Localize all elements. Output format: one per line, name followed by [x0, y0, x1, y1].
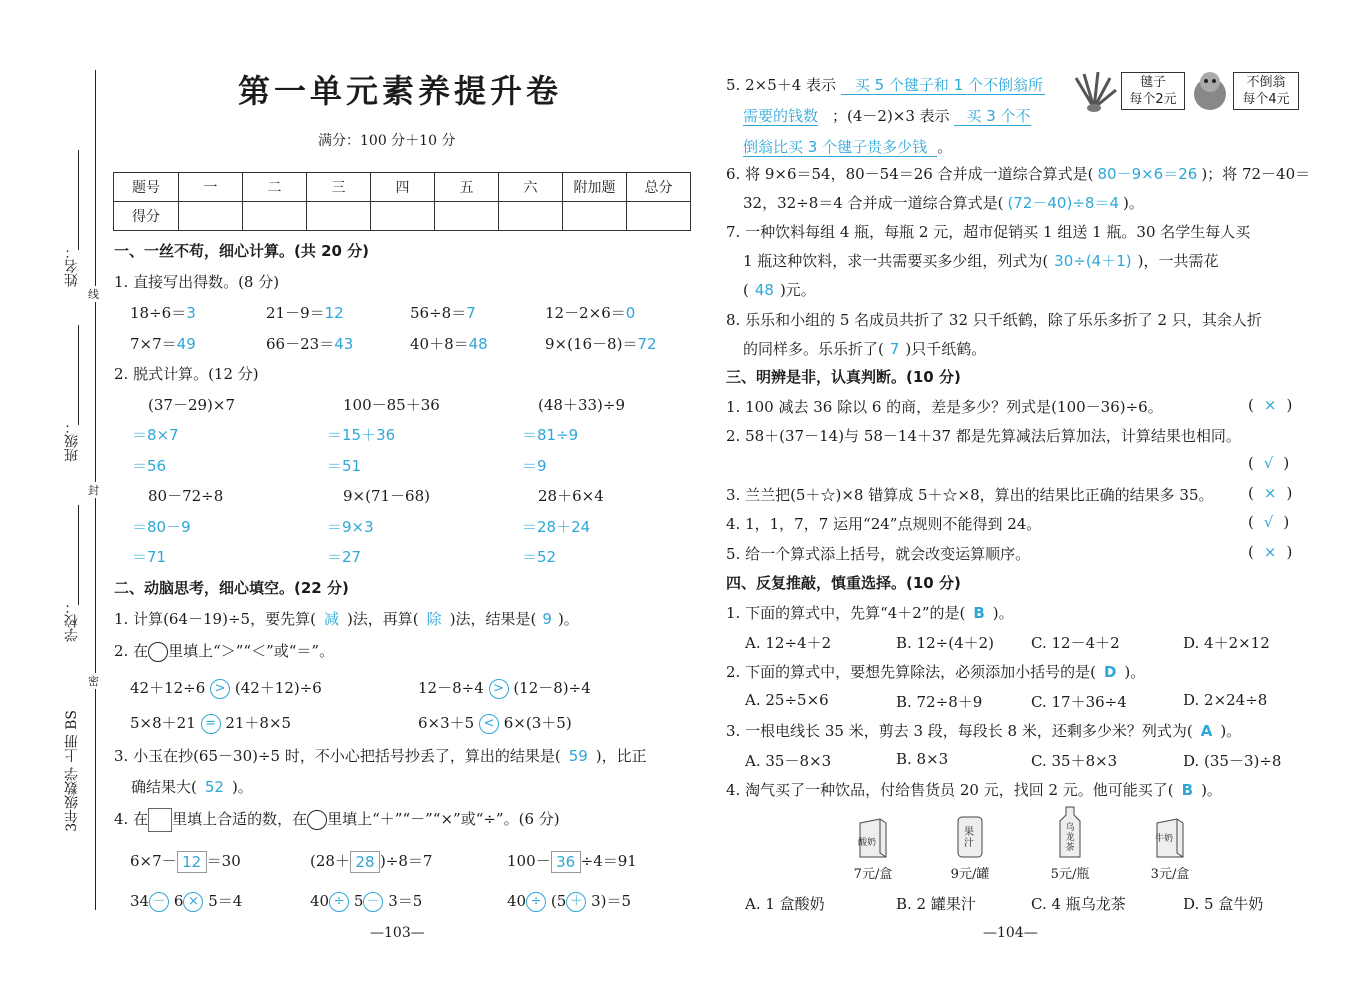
shuttlecock-price-tag: 毽子 每个2元	[1121, 72, 1185, 110]
step-question: 100－85＋36	[343, 396, 440, 414]
compare-item: 5×8＋21 = 21＋8×5	[130, 714, 292, 732]
name-field-label: 姓名：	[64, 245, 80, 287]
fill-question-3: 3. 小玉在抄(65－30)÷5 时，不小心把括号抄丢了，算出的结果是( 59 )，比正	[114, 747, 647, 765]
r-question-5: 5. 2×5＋4 表示 买 5 个毽子和 1 个不倒翁所 需要的钱数 ；(4－2)×3 表示 买 3 个不 倒翁比买 3 个毽子贵多少钱 。	[726, 76, 1043, 156]
compare-item: 42＋12÷6 > (42＋12)÷6	[130, 679, 322, 697]
oral-item: 9×(16－8)＝72	[545, 335, 657, 353]
answer-circle: ×	[183, 892, 203, 912]
step-answer: ＝27	[327, 548, 362, 566]
answer-circle: >	[210, 679, 230, 699]
section-heading: 四、反复推敲，慎重选择。(10 分)	[726, 574, 961, 592]
answer-circle: －	[363, 892, 383, 912]
step-answer: ＝80－9	[132, 518, 191, 536]
judge-answer: ( × )	[1248, 543, 1293, 561]
choice-option: C. 17＋36÷4	[1031, 693, 1127, 711]
score-header: 四	[371, 173, 435, 202]
choice-option: D. 5 盒牛奶	[1183, 895, 1264, 913]
answer-circle: >	[489, 679, 509, 699]
choice-option: C. 35＋8×3	[1031, 752, 1118, 770]
operator-fill-item: 34 － 6 × 5＝4	[130, 892, 243, 910]
choice-question: 3. 一根电线长 35 米，剪去 3 段，每段长 8 米，还剩多少米？列式为( A )。	[726, 722, 1242, 740]
choice-option: B. 12÷(4＋2)	[896, 634, 995, 652]
binding-line-inner	[78, 325, 79, 425]
seal-mark: 线	[88, 288, 99, 301]
score-cell[interactable]	[307, 202, 371, 231]
answer-box: 12	[177, 851, 207, 873]
product-juice	[945, 815, 995, 882]
step-answer: ＝9	[522, 457, 547, 475]
step-answer: ＝71	[132, 548, 167, 566]
judge-item: 1. 100 减去 36 除以 6 的商，差是多少？列式是(100－36)÷6。	[726, 398, 1163, 416]
product-price: 9元/罐	[950, 867, 990, 882]
step-question: 80－72÷8	[148, 487, 224, 505]
choice-option: A. 35－8×3	[745, 752, 832, 770]
judge-answer: ( √ )	[1248, 513, 1290, 531]
binding-line-inner	[78, 505, 79, 605]
choice-option: C. 4 瓶乌龙茶	[1031, 895, 1126, 913]
judge-answer: ( √ )	[1248, 454, 1290, 472]
product-price: 5元/瓶	[1050, 867, 1090, 882]
product-label: 果汁	[964, 827, 974, 849]
class-field-label: 班级：	[64, 420, 80, 462]
box-fill-item: (28＋ 28 )÷8＝7	[310, 852, 433, 871]
section-heading: 一、一丝不苟，细心计算。(共 20 分)	[114, 242, 370, 260]
choice-option: D. (35－3)÷8	[1183, 752, 1282, 770]
oral-item: 40＋8＝48	[410, 335, 488, 353]
judge-answer: ( × )	[1248, 396, 1293, 414]
answer-circle: <	[479, 714, 499, 734]
judge-item: 2. 58＋(37－14)与 58－14＋37 都是先算减法后算加法，计算结果也相同。	[726, 427, 1241, 445]
fill-question-3-cont: 确结果大( 52 )。	[131, 778, 253, 796]
step-question: 9×(71－68)	[343, 487, 430, 505]
oral-item: 12－2×6＝0	[545, 304, 636, 322]
score-cell[interactable]	[371, 202, 435, 231]
choice-option: A. 25÷5×6	[745, 691, 829, 709]
answer-box: 28	[350, 851, 380, 873]
answer-circle: =	[201, 714, 221, 734]
answer-box: 36	[551, 851, 581, 873]
choice-option: B. 72÷8＋9	[896, 693, 983, 711]
compare-item: 6×3＋5 < 6×(3＋5)	[418, 714, 572, 732]
page-title: 第一单元素养提升卷	[238, 72, 563, 110]
step-question: (48＋33)÷9	[538, 396, 625, 414]
step-answer: ＝15＋36	[327, 426, 396, 444]
step-answer: ＝8×7	[132, 426, 179, 444]
full-score: 满分：100 分＋10 分	[318, 133, 456, 149]
circle-icon	[307, 810, 327, 830]
shuttlecock-icon	[1070, 70, 1118, 114]
score-table	[113, 172, 691, 231]
judge-item: 5. 给一个算式添上括号，就会改变运算顺序。	[726, 545, 1031, 563]
section-heading: 三、明辨是非，认真判断。(10 分)	[726, 368, 961, 386]
square-box-icon	[148, 808, 172, 832]
product-price: 7元/盒	[853, 867, 893, 882]
score-header: 一	[179, 173, 243, 202]
answer-circle: ÷	[329, 892, 349, 912]
fill-question-1: 1. 计算(64－19)÷5，要先算( 减 )法，再算( 除 )法，结果是( 9 )。	[114, 610, 579, 628]
choice-question: 1. 下面的算式中，先算“4＋2”的是( B )。	[726, 604, 1014, 622]
answer-circle: ＋	[566, 892, 586, 912]
product-milk	[1145, 815, 1195, 882]
step-answer: ＝9×3	[327, 518, 374, 536]
circle-icon	[148, 642, 168, 662]
score-header: 总分	[627, 173, 691, 202]
product-label: 牛奶	[1155, 834, 1174, 844]
oral-item: 21－9＝12	[266, 304, 344, 322]
oral-item: 66－23＝43	[266, 335, 354, 353]
judge-answer: ( × )	[1248, 484, 1293, 502]
fill-question-2: 2. 在 里填上“＞”“＜”或“＝”。	[114, 642, 335, 660]
step-question: (37－29)×7	[148, 396, 235, 414]
choice-option: D. 2×24÷8	[1183, 691, 1268, 709]
product-yogurt	[848, 815, 898, 882]
choice-option: A. 12÷4＋2	[745, 634, 832, 652]
answer-circle: ÷	[526, 892, 546, 912]
product-oolong	[1045, 805, 1095, 882]
score-cell[interactable]	[243, 202, 307, 231]
compare-item: 12－8÷4 > (12－8)÷4	[418, 679, 591, 697]
score-cell[interactable]	[563, 202, 627, 231]
question-text: 1. 直接写出得数。(8 分)	[114, 273, 280, 291]
r-question-6: 6. 将 9×6＝54，80－54＝26 合并成一道综合算式是( 80－9×6＝26 )；将 72－40＝ 32，32÷8＝4 合并成一道综合算式是( (72－40)÷8＝4 )。	[726, 165, 1311, 212]
score-cell[interactable]	[435, 202, 499, 231]
tumbler-toy-icon	[1190, 68, 1230, 112]
question-text: 2. 脱式计算。(12 分)	[114, 365, 259, 383]
binding-line-inner	[78, 150, 79, 250]
r-question-8: 8. 乐乐和小组的 5 名成员共折了 32 只千纸鹤，除了乐乐多折了 2 只，其余人折 的同样多。乐乐折了( 7 )只千纸鹤。	[726, 311, 1262, 358]
score-header: 二	[243, 173, 307, 202]
product-label: 酸奶	[858, 838, 877, 848]
choice-question: 4. 淘气买了一种饮品，付给售货员 20 元，找回 2 元。他可能买了( B )。	[726, 781, 1222, 799]
score-cell[interactable]	[627, 202, 691, 231]
step-answer: ＝51	[327, 457, 362, 475]
score-header: 五	[435, 173, 499, 202]
score-cell[interactable]	[499, 202, 563, 231]
section-heading: 二、动脑思考，细心填空。(22 分)	[114, 579, 349, 597]
answer-circle: －	[149, 892, 169, 912]
score-header: 三	[307, 173, 371, 202]
oral-item: 7×7＝49	[130, 335, 196, 353]
step-answer: ＝52	[522, 548, 557, 566]
school-field-label: 学校：	[64, 600, 80, 642]
seal-mark: 密	[88, 675, 99, 688]
judge-item: 4. 1，1，7，7 运用“24”点规则不能得到 24。	[726, 515, 1042, 533]
choice-option: C. 12－4＋2	[1031, 634, 1120, 652]
step-answer: ＝81÷9	[522, 426, 579, 444]
operator-fill-item: 40 ÷ 5 － 3＝5	[310, 892, 423, 910]
page-number-right: —104—	[983, 925, 1038, 941]
choice-option: B. 8×3	[896, 750, 949, 768]
score-header: 六	[499, 173, 563, 202]
choice-question: 2. 下面的算式中，要想先算除法，必须添加小括号的是( D )。	[726, 663, 1146, 681]
score-row-label: 得分	[114, 202, 179, 231]
book-label: 3年级数学 上册 BS	[64, 710, 80, 832]
operator-fill-item: 40 ÷ (5 ＋ 3)＝5	[507, 892, 632, 910]
step-answer: ＝56	[132, 457, 167, 475]
step-question: 28＋6×4	[538, 487, 604, 505]
judge-item: 3. 兰兰把(5＋☆)×8 错算成 5＋☆×8，算出的结果比正确的结果多 35。	[726, 486, 1214, 504]
oral-item: 18÷6＝3	[130, 304, 196, 322]
score-header: 附加题	[563, 173, 627, 202]
tumbler-price-tag: 不倒翁 每个4元	[1233, 72, 1299, 110]
score-cell[interactable]	[179, 202, 243, 231]
product-price: 3元/盒	[1150, 867, 1190, 882]
product-label: 乌龙茶	[1065, 823, 1075, 853]
fill-question-4: 4. 在 里填上合适的数，在 里填上“＋”“－”“×”或“÷”。(6 分)	[114, 808, 560, 832]
choice-option: D. 4＋2×12	[1183, 634, 1270, 652]
box-fill-item: 100－ 36 ÷4＝91	[507, 852, 637, 871]
seal-mark: 封	[88, 484, 99, 497]
choice-option: B. 2 罐果汁	[896, 895, 976, 913]
score-header: 题号	[114, 173, 179, 202]
oral-item: 56÷8＝7	[410, 304, 476, 322]
r-question-7: 7. 一种饮料每组 4 瓶，每瓶 2 元，超市促销买 1 组送 1 瓶。30 名学生每人买 1 瓶这种饮料，求一共需要买多少组，列式为( 30÷(4＋1) )，一共需花 ( 48 )元。	[726, 223, 1251, 299]
step-answer: ＝28＋24	[522, 518, 591, 536]
choice-option: A. 1 盒酸奶	[745, 895, 825, 913]
box-fill-item: 6×7－ 12 ＝30	[130, 852, 241, 871]
page-number-left: —103—	[370, 925, 425, 941]
